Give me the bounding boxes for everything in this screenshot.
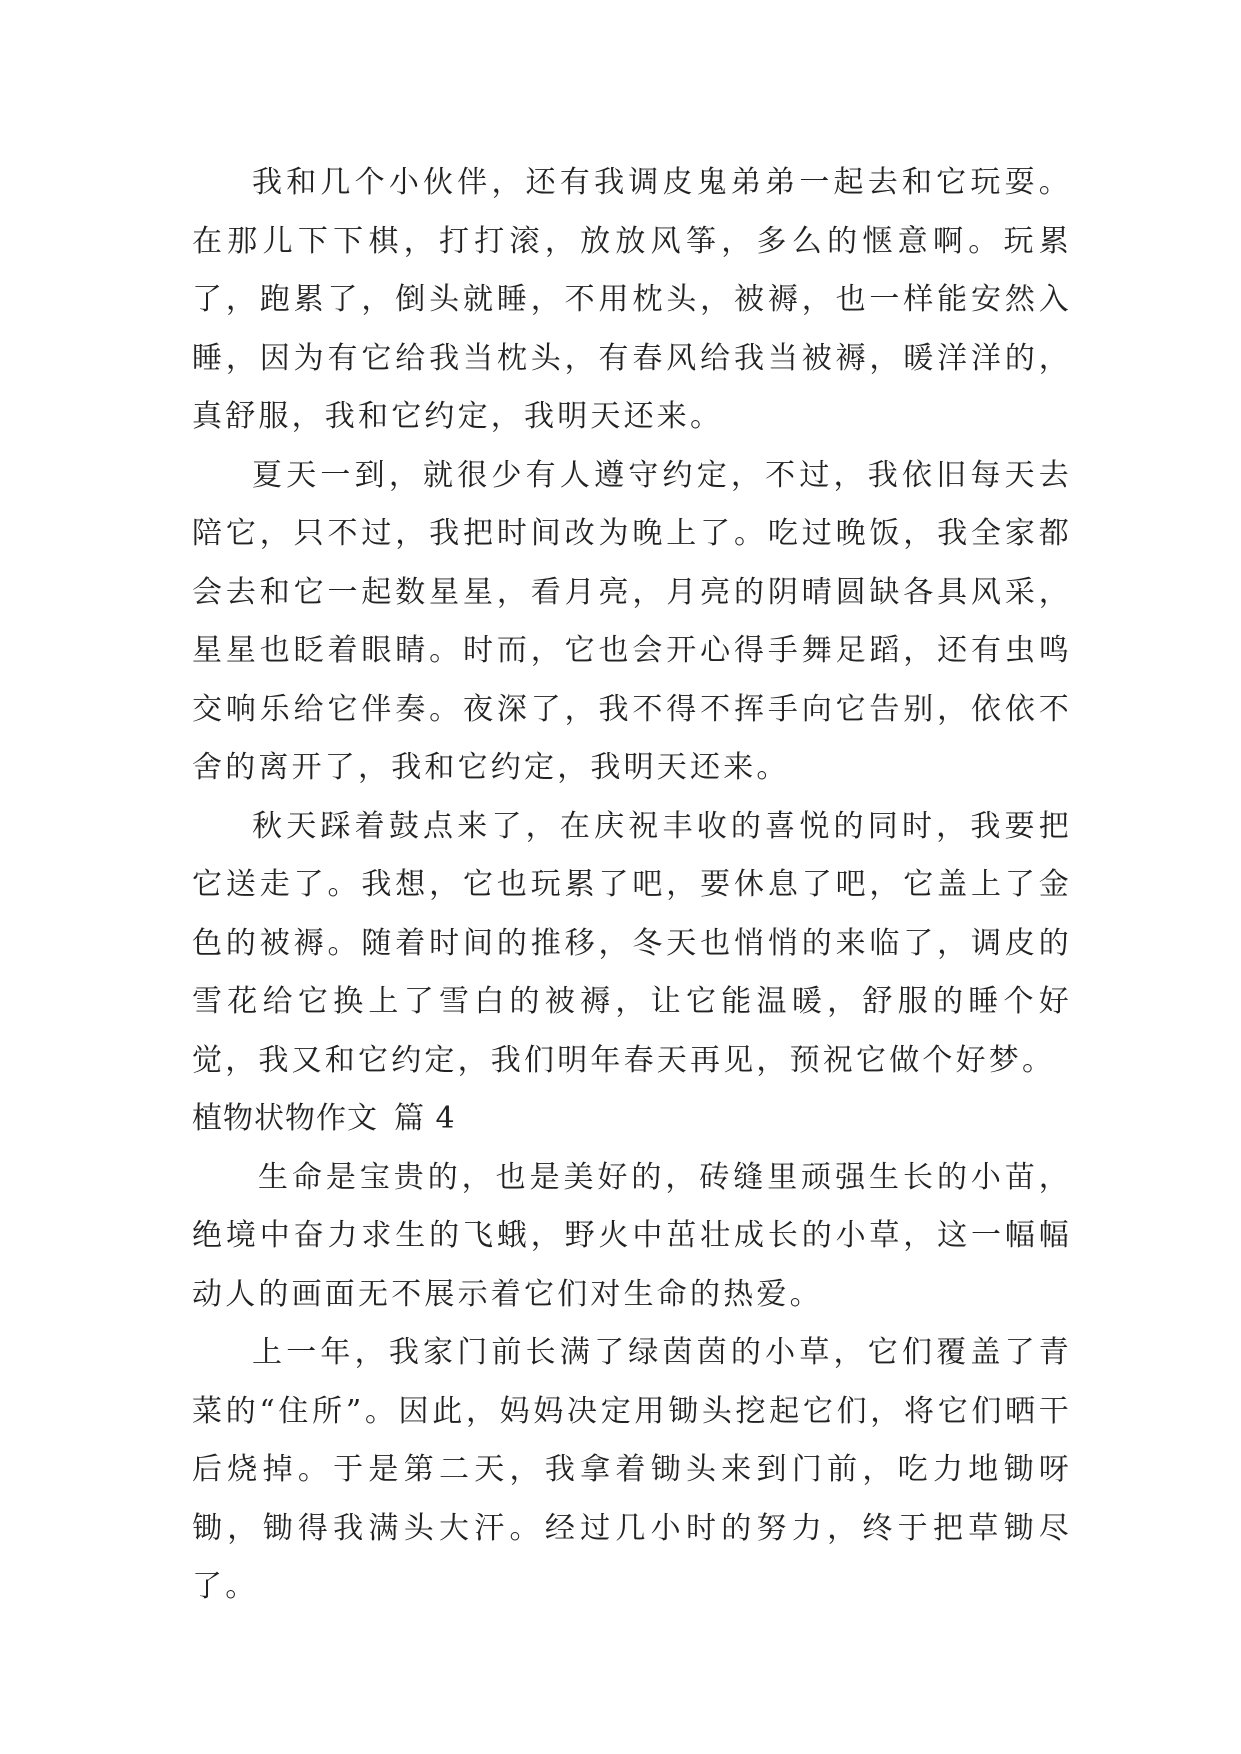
section-part-number: 篇 4	[394, 1101, 456, 1136]
section-heading	[192, 1090, 1072, 1149]
section-title: 植物状物作文	[192, 1101, 378, 1136]
paragraph-life: 生命是宝贵的，也是美好的，砖缝里顽强生长的小苗，绝境中奋力求生的飞蛾，野火中茁壮成长的小草，这一幅幅动人的画面无不展示着它们对生命的热爱。	[192, 1159, 1072, 1312]
paragraph-summer: 夏天一到，就很少有人遵守约定，不过，我依旧每天去陪它，只不过，我把时间改为晚上了。吃过晚饭，我全家都会去和它一起数星星，看月亮，月亮的阴晴圆缺各具风采，星星也眨着眼睛。时而，它也会开心得手舞足蹈，还有虫鸣交响乐给它伴奏。夜深了，我不得不挥手向它告别，依依不舍的离开了，我和它约定，我明天还来。	[192, 457, 1072, 785]
paragraph-spring: 我和几个小伙伴，还有我调皮鬼弟弟一起去和它玩耍。在那儿下下棋，打打滚，放放风筝，多么的惬意啊。玩累了，跑累了，倒头就睡，不用枕头，被褥，也一样能安然入睡，因为有它给我当枕头，有春风给我当被褥，暖洋洋的，真舒服，我和它约定，我明天还来。	[192, 165, 1072, 434]
paragraph-autumn-winter: 秋天踩着鼓点来了，在庆祝丰收的喜悦的同时，我要把它送走了。我想，它也玩累了吧，要休息了吧，它盖上了金色的被褥。随着时间的推移，冬天也悄悄的来临了，调皮的雪花给它换上了雪白的被褥，让它能温暖，舒服的睡个好觉，我又和它约定，我们明年春天再见，预祝它做个好梦。	[192, 808, 1072, 1078]
paragraph-grass: 上一年，我家门前长满了绿茵茵的小草，它们覆盖了青菜的“住所”。因此，妈妈决定用锄头挖起它们，将它们晒干后烧掉。于是第二天，我拿着锄头来到门前，吃力地锄呀锄，锄得我满头大汗。经过几小时的努力，终于把草锄尽了。	[192, 1335, 1072, 1604]
document-body	[192, 154, 1072, 1617]
